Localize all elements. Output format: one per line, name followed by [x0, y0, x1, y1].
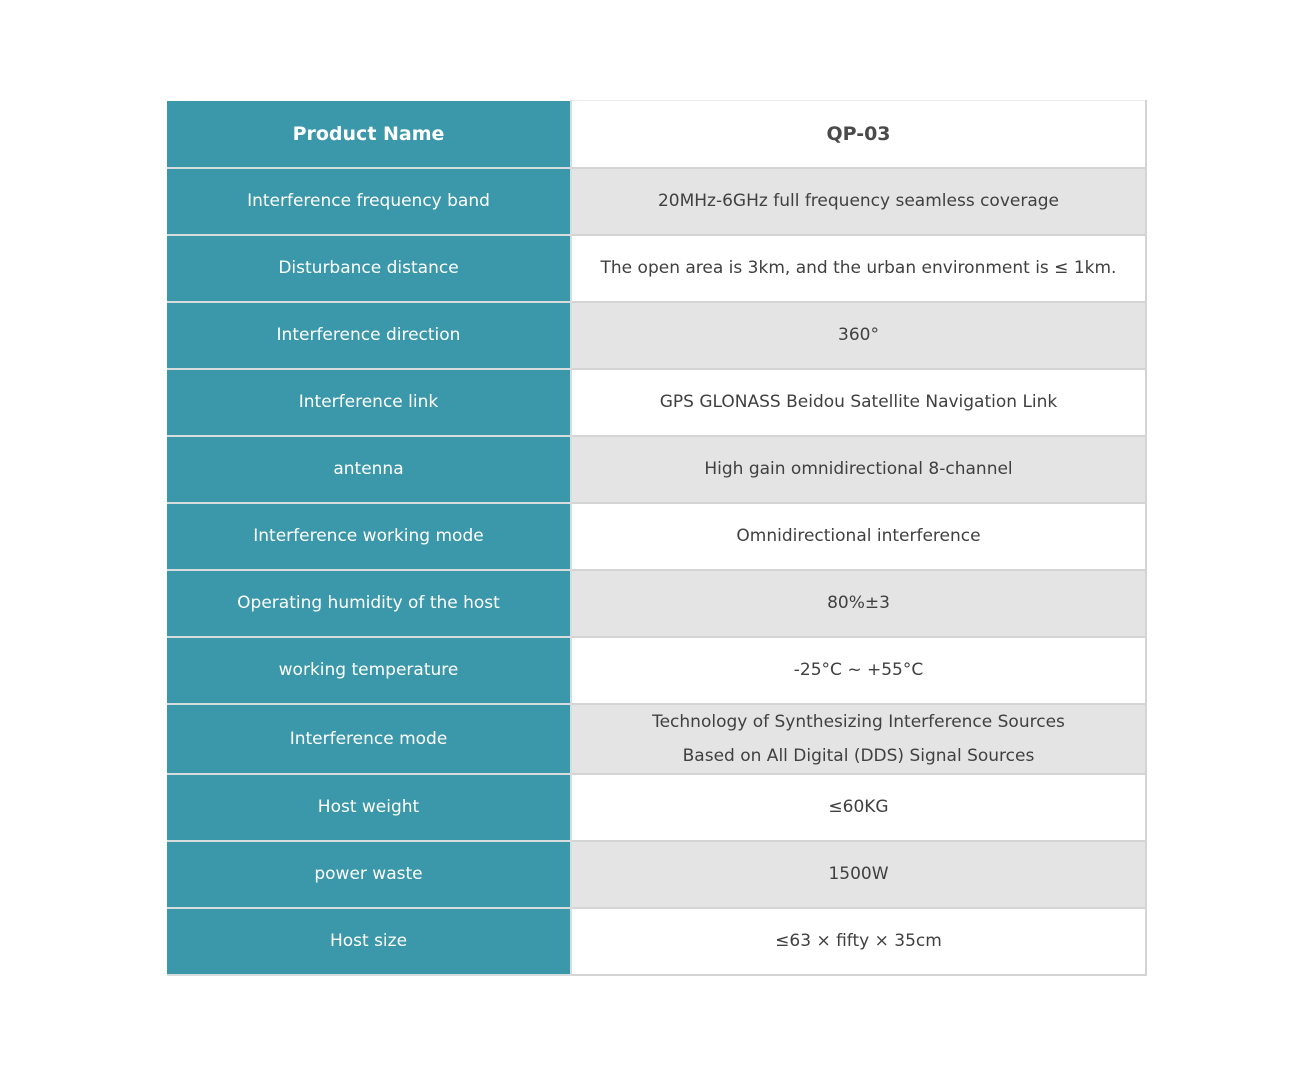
row-value-line: GPS GLONASS Beidou Satellite Navigation Link	[659, 392, 1058, 412]
row-value	[571, 774, 1146, 841]
row-value-line: 360°	[838, 325, 879, 345]
row-label: Interference link	[167, 369, 571, 436]
row-value-line: -25°C ~ +55°C	[793, 660, 924, 680]
table-row	[167, 637, 1146, 704]
row-value-line: ≤60KG	[828, 797, 889, 817]
row-value	[571, 369, 1146, 436]
table-row	[167, 302, 1146, 369]
table-row	[167, 369, 1146, 436]
row-label: antenna	[167, 436, 571, 503]
table-row	[167, 168, 1146, 235]
table-row	[167, 774, 1146, 841]
row-value	[571, 503, 1146, 570]
row-label: working temperature	[167, 637, 571, 704]
row-value-line: High gain omnidirectional 8-channel	[704, 459, 1013, 479]
row-label: power waste	[167, 841, 571, 908]
row-value	[571, 436, 1146, 503]
row-value-line: ≤63 × fifty × 35cm	[775, 931, 942, 951]
row-label: Interference mode	[167, 704, 571, 774]
row-value	[571, 908, 1146, 975]
row-value	[571, 235, 1146, 302]
row-value	[571, 841, 1146, 908]
table-row	[167, 503, 1146, 570]
header-label: Product Name	[167, 101, 571, 168]
header-value: QP-03	[571, 101, 1146, 168]
row-value	[571, 637, 1146, 704]
row-label: Operating humidity of the host	[167, 570, 571, 637]
spec-table-body	[167, 101, 1146, 975]
table-row	[167, 908, 1146, 975]
row-value-line: 1500W	[828, 864, 889, 884]
row-label: Host size	[167, 908, 571, 975]
row-value-line: The open area is 3km, and the urban environment is ≤ 1km.	[600, 258, 1117, 278]
header-row	[167, 101, 1146, 168]
row-value-line: Technology of Synthesizing Interference Sources	[652, 711, 1065, 732]
row-label: Disturbance distance	[167, 235, 571, 302]
row-label: Interference direction	[167, 302, 571, 369]
spec-table	[167, 100, 1147, 976]
row-value-line: Based on All Digital (DDS) Signal Sources	[682, 745, 1035, 766]
table-row	[167, 704, 1146, 774]
row-value	[571, 704, 1146, 774]
row-value	[571, 168, 1146, 235]
row-value	[571, 302, 1146, 369]
table-row	[167, 841, 1146, 908]
row-label: Interference frequency band	[167, 168, 571, 235]
row-value-line: 80%±3	[827, 593, 890, 613]
row-value-line: 20MHz-6GHz full frequency seamless coverage	[657, 191, 1060, 211]
row-value	[571, 570, 1146, 637]
table-row	[167, 436, 1146, 503]
row-value-line: Omnidirectional interference	[736, 526, 981, 546]
row-label: Interference working mode	[167, 503, 571, 570]
row-label: Host weight	[167, 774, 571, 841]
table-row	[167, 235, 1146, 302]
table-row	[167, 570, 1146, 637]
